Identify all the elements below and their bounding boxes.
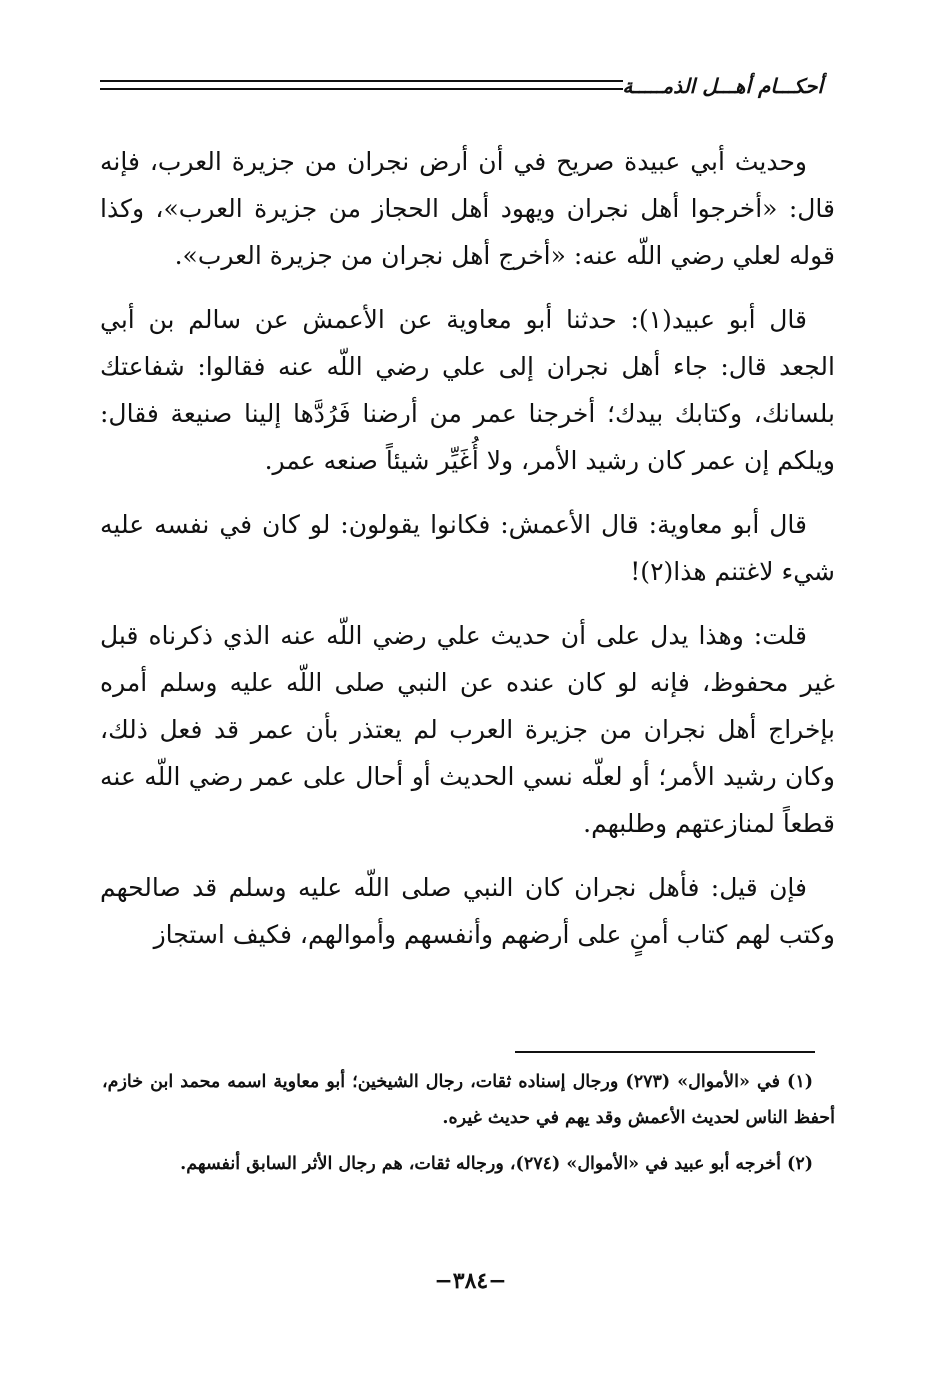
paragraph-4: قلت: وهذا يدل على أن حديث علي رضي اللّه عنه الذي ذكرناه قبل غير محفوظ، فإنه لو كان عنده عن النبي صلى اللّه عليه وسلم أمره بإخراج أهل نجران من جزيرة العرب لم يعتذر بأن عمر قد فعل ذلك، وكان رشيد الأمر؛ أو لعلّه نسي الحديث أو أحال على عمر رضي اللّه عنه قطعاً لمنازعتهم وطلبهم.: [100, 621, 835, 838]
page-number: −٣٨٤−: [434, 1268, 507, 1294]
main-text: [100, 138, 835, 975]
footnotes: [102, 1064, 835, 1192]
header-double-rule: [100, 80, 623, 90]
paragraph-2: قال أبو عبيد(١): حدثنا أبو معاوية عن الأعمش عن سالم بن أبي الجعد قال: جاء أهل نجران إلى علي رضي اللّه عنه فقالوا: شفاعتك بلسانك، وكتابك بيدك؛ أخرجنا عمر من أرضنا فَرُدَّها إلينا صنيعة فقال: ويلكم إن عمر كان رشيد الأمر، ولا أُغَيِّر شيئاً صنعه عمر.: [100, 305, 835, 475]
page-header: [100, 74, 823, 104]
paragraph-3: قال أبو معاوية: قال الأعمش: فكانوا يقولون: لو كان في نفسه عليه شيء لاغتنم هذا(٢)!: [100, 510, 835, 586]
footnote-separator: [515, 1051, 815, 1053]
paragraph-5: فإن قيل: فأهل نجران كان النبي صلى اللّه عليه وسلم قد صالحهم وكتب لهم كتاب أمنٍ على أرضهم وأنفسهم وأموالهم، فكيف استجاز: [100, 873, 835, 949]
running-title: أحكـــام أهـــل الذمـــــة: [622, 74, 823, 98]
footnote-1: (١) في «الأموال» (٢٧٣) ورجال إسناده ثقات، رجال الشيخين؛ أبو معاوية اسمه محمد ابن خازم، أحفظ الناس لحديث الأعمش وقد يهم في حديث غيره.: [102, 1072, 835, 1128]
paragraph-1: وحديث أبي عبيدة صريح في أن أرض نجران من جزيرة العرب، فإنه قال: «أخرجوا أهل نجران ويهود أهل الحجاز من جزيرة العرب»، وكذا قوله لعلي رضي اللّه عنه: «أخرج أهل نجران من جزيرة العرب».: [100, 147, 835, 270]
footnote-2: (٢) أخرجه أبو عبيد في «الأموال» (٢٧٤)، ورجاله ثقات، هم رجال الأثر السابق أنفسهم.: [180, 1154, 813, 1174]
